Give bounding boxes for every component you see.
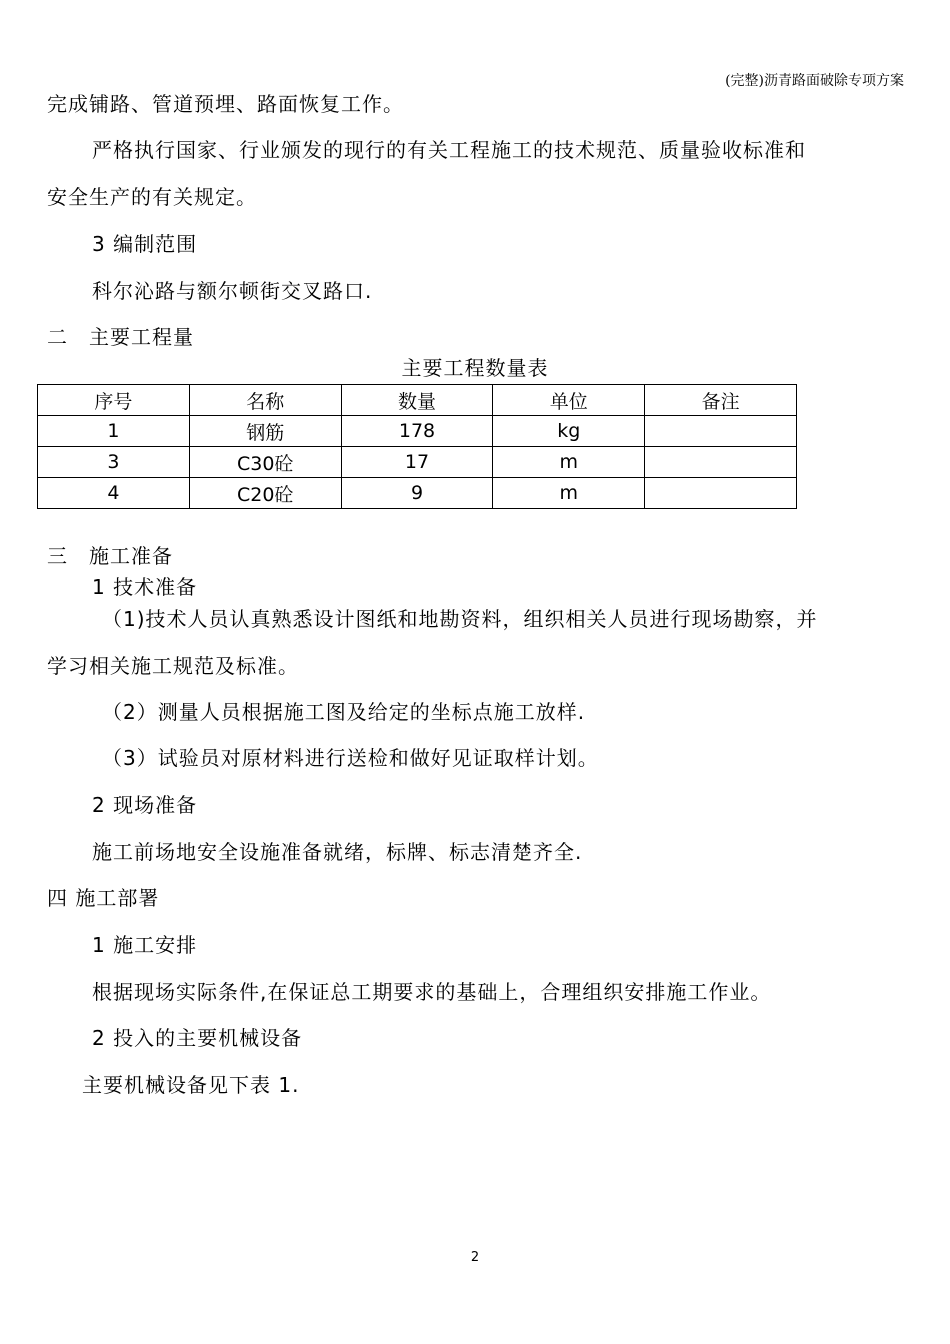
header-cell-index: 序号: [38, 385, 190, 416]
subheading-site-prep: 2 现场准备: [92, 793, 198, 817]
paragraph-standards-line1: 严格执行国家、行业颁发的现行的有关工程施工的技术规范、质量验收标准和: [92, 138, 806, 162]
list-item-1-line1: （1)技术人员认真熟悉设计图纸和地勘资料，组织相关人员进行现场勘察，并: [102, 607, 818, 631]
paragraph-standards-line2: 安全生产的有关规定。: [47, 185, 257, 209]
table-cell: kg: [493, 416, 645, 447]
table-cell: 4: [38, 478, 190, 509]
table-header-row: [38, 385, 797, 416]
table-cell: 3: [38, 447, 190, 478]
header-cell-remark: 备注: [645, 385, 797, 416]
header-cell-name: 名称: [189, 385, 341, 416]
paragraph-scope: 科尔沁路与额尔顿街交叉路口.: [92, 279, 373, 303]
page-number: 2: [470, 1250, 480, 1265]
header-cell-unit: 单位: [493, 385, 645, 416]
table-row: [38, 416, 797, 447]
quantity-table: [37, 384, 797, 509]
table-cell: C30砼: [189, 447, 341, 478]
header-cell-quantity: 数量: [341, 385, 493, 416]
subheading-scope: 3 编制范围: [92, 232, 198, 256]
subheading-technical-prep: 1 技术准备: [92, 575, 198, 599]
table-cell: [645, 416, 797, 447]
table-cell: [645, 478, 797, 509]
paragraph-arrangement: 根据现场实际条件,在保证总工期要求的基础上，合理组织安排施工作业。: [92, 980, 772, 1004]
section-heading-deployment: 四 施工部署: [47, 886, 160, 910]
table-cell: 钢筋: [189, 416, 341, 447]
subheading-arrangement: 1 施工安排: [92, 933, 198, 957]
table-cell: 1: [38, 416, 190, 447]
table-cell: [645, 447, 797, 478]
document-header: (完整)沥青路面破除专项方案: [725, 73, 904, 89]
table-row: [38, 447, 797, 478]
list-item-3: （3）试验员对原材料进行送检和做好见证取样计划。: [102, 746, 599, 770]
table-caption: 主要工程数量表: [401, 356, 549, 380]
list-item-1-line2: 学习相关施工规范及标准。: [47, 654, 299, 678]
table-cell: 9: [341, 478, 493, 509]
section-heading-quantities: 二 主要工程量: [47, 325, 194, 349]
paragraph-completion: 完成铺路、管道预埋、路面恢复工作。: [47, 92, 404, 116]
list-item-2: （2）测量人员根据施工图及给定的坐标点施工放样.: [102, 700, 586, 724]
table-cell: 178: [341, 416, 493, 447]
subheading-equipment: 2 投入的主要机械设备: [92, 1026, 303, 1050]
table-cell: 17: [341, 447, 493, 478]
table-cell: m: [493, 478, 645, 509]
paragraph-equipment: 主要机械设备见下表 1.: [82, 1073, 300, 1097]
table-cell: m: [493, 447, 645, 478]
table-cell: C20砼: [189, 478, 341, 509]
paragraph-site-prep: 施工前场地安全设施准备就绪，标牌、标志清楚齐全.: [92, 840, 583, 864]
table-row: [38, 478, 797, 509]
section-heading-preparation: 三 施工准备: [47, 544, 173, 568]
